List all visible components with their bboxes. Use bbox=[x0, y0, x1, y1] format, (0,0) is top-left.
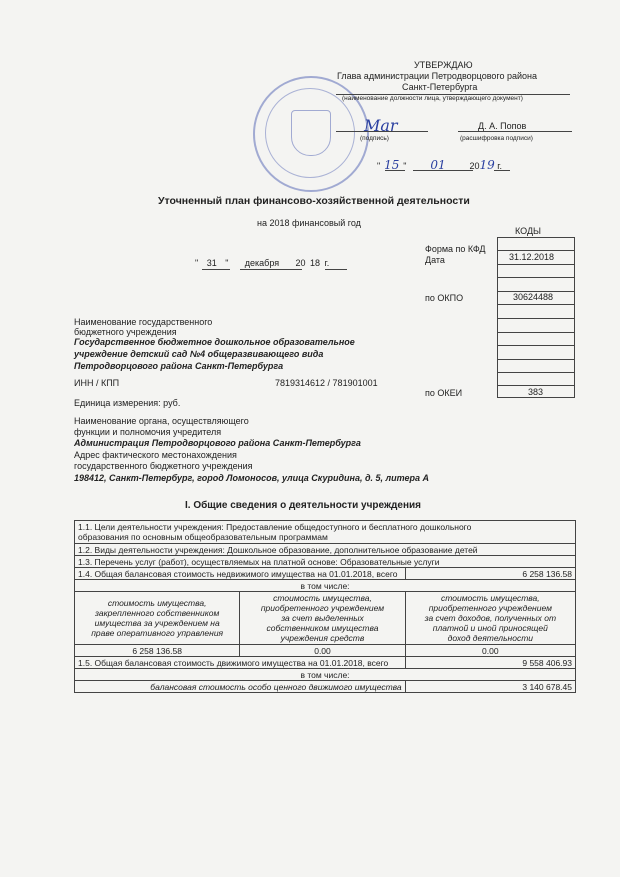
general-info-table bbox=[74, 520, 576, 693]
signer-caption: (расшифровка подписи) bbox=[460, 135, 533, 142]
codes-kfd-label: Форма по КФД bbox=[425, 244, 486, 254]
section1-title: I. Общие сведения о деятельности учреждения bbox=[185, 500, 421, 511]
codes-okpo-value: 30624488 bbox=[513, 292, 554, 302]
table-row bbox=[75, 592, 576, 645]
table-row: 1.4. Общая балансовая стоимость недвижимого имущества на 01.01.2018, всего 6 258 136.58 bbox=[75, 568, 576, 580]
approval-date: " 15 " 01 2019 г. bbox=[377, 158, 502, 172]
institution-name-line1: Государственное бюджетное дошкольное образовательное bbox=[74, 337, 355, 347]
address-value: 198412, Санкт-Петербург, город Ломоносов, улица Скуридина, д. 5, литера А bbox=[74, 473, 430, 483]
col1-header: стоимость имущества, закрепленного собственником имущества за учреждением на праве оперативного управления bbox=[75, 592, 240, 645]
address-label-line1: Адрес фактического местонахождения bbox=[74, 450, 237, 460]
codes-okei-label: по ОКЕИ bbox=[425, 388, 463, 398]
address-label-line2: государственного бюджетного учреждения bbox=[74, 461, 253, 471]
movable-value: 9 558 406.93 bbox=[405, 657, 575, 669]
codes-date-label: Дата bbox=[425, 255, 445, 265]
founder-label-line2: функции и полномочия учредителя bbox=[74, 427, 222, 437]
valuable-value: 3 140 678.45 bbox=[405, 681, 575, 693]
institution-label-line2: бюджетного учреждения bbox=[74, 327, 177, 337]
approver-position-line1: Глава администрации Петродворцового района bbox=[337, 71, 538, 81]
table-row: в том числе: bbox=[75, 580, 576, 592]
coat-of-arms-icon bbox=[291, 110, 331, 156]
table-row: 1.1. Цели деятельности учреждения: Предоставление общедоступного и бесплатного дошкольного образования по основным общеобразовательным программам bbox=[75, 521, 576, 544]
table-row: в том числе: bbox=[75, 669, 576, 681]
institution-label-line1: Наименование государственного bbox=[74, 317, 213, 327]
institution-name-line3: Петродворцового района Санкт-Петербурга bbox=[74, 361, 284, 371]
page-title: Уточненный план финансово-хозяйственной деятельности bbox=[158, 195, 470, 207]
document-date: " 31 " декабря 20 18 г. bbox=[195, 258, 330, 268]
codes-date-value: 31.12.2018 bbox=[509, 252, 555, 262]
signer-name: Д. А. Попов bbox=[478, 121, 527, 131]
founder-label-line1: Наименование органа, осуществляющего bbox=[74, 416, 249, 426]
codes-okei-value: 383 bbox=[528, 387, 544, 397]
col2-header: стоимость имущества, приобретенного учреждением за счет выделенных собственником имущества учреждения средств bbox=[240, 592, 405, 645]
table-row: 1.2. Виды деятельности учреждения: Дошкольное образование, дополнительное образование детей bbox=[75, 544, 576, 556]
approver-position-caption: (наименование должности лица, утверждающего документ) bbox=[342, 95, 523, 102]
table-row: 1.5. Общая балансовая стоимость движимого имущества на 01.01.2018, всего 9 558 406.93 bbox=[75, 657, 576, 669]
realty-value: 6 258 136.58 bbox=[405, 568, 575, 580]
codes-heading: КОДЫ bbox=[515, 226, 542, 236]
inn-label: ИНН / КПП bbox=[74, 378, 120, 388]
institution-name-line2: учреждение детский сад №4 общеразвивающего вида bbox=[74, 349, 324, 359]
table-row: 1.3. Перечень услуг (работ), осуществляемых на платной основе: Образовательные услуги bbox=[75, 556, 576, 568]
table-row: балансовая стоимость особо ценного движимого имущества 3 140 678.45 bbox=[75, 681, 576, 693]
unit-label: Единица измерения: руб. bbox=[74, 398, 181, 408]
approver-position-line2: Санкт-Петербурга bbox=[402, 82, 478, 92]
handwritten-signature: Mar bbox=[364, 116, 398, 135]
page-subtitle: на 2018 финансовый год bbox=[257, 218, 361, 228]
col3-header: стоимость имущества, приобретенного учреждением за счет доходов, полученных от платной и иной приносящей доход деятельности bbox=[405, 592, 575, 645]
table-row: 6 258 136.58 0.00 0.00 bbox=[75, 645, 576, 657]
codes-okpo-label: по ОКПО bbox=[425, 293, 464, 303]
inn-value: 7819314612 / 781901001 bbox=[275, 378, 378, 388]
founder-name: Администрация Петродворцового района Санкт-Петербурга bbox=[74, 438, 361, 448]
approval-title: УТВЕРЖДАЮ bbox=[414, 60, 473, 70]
signature-caption: (подпись) bbox=[360, 135, 389, 142]
